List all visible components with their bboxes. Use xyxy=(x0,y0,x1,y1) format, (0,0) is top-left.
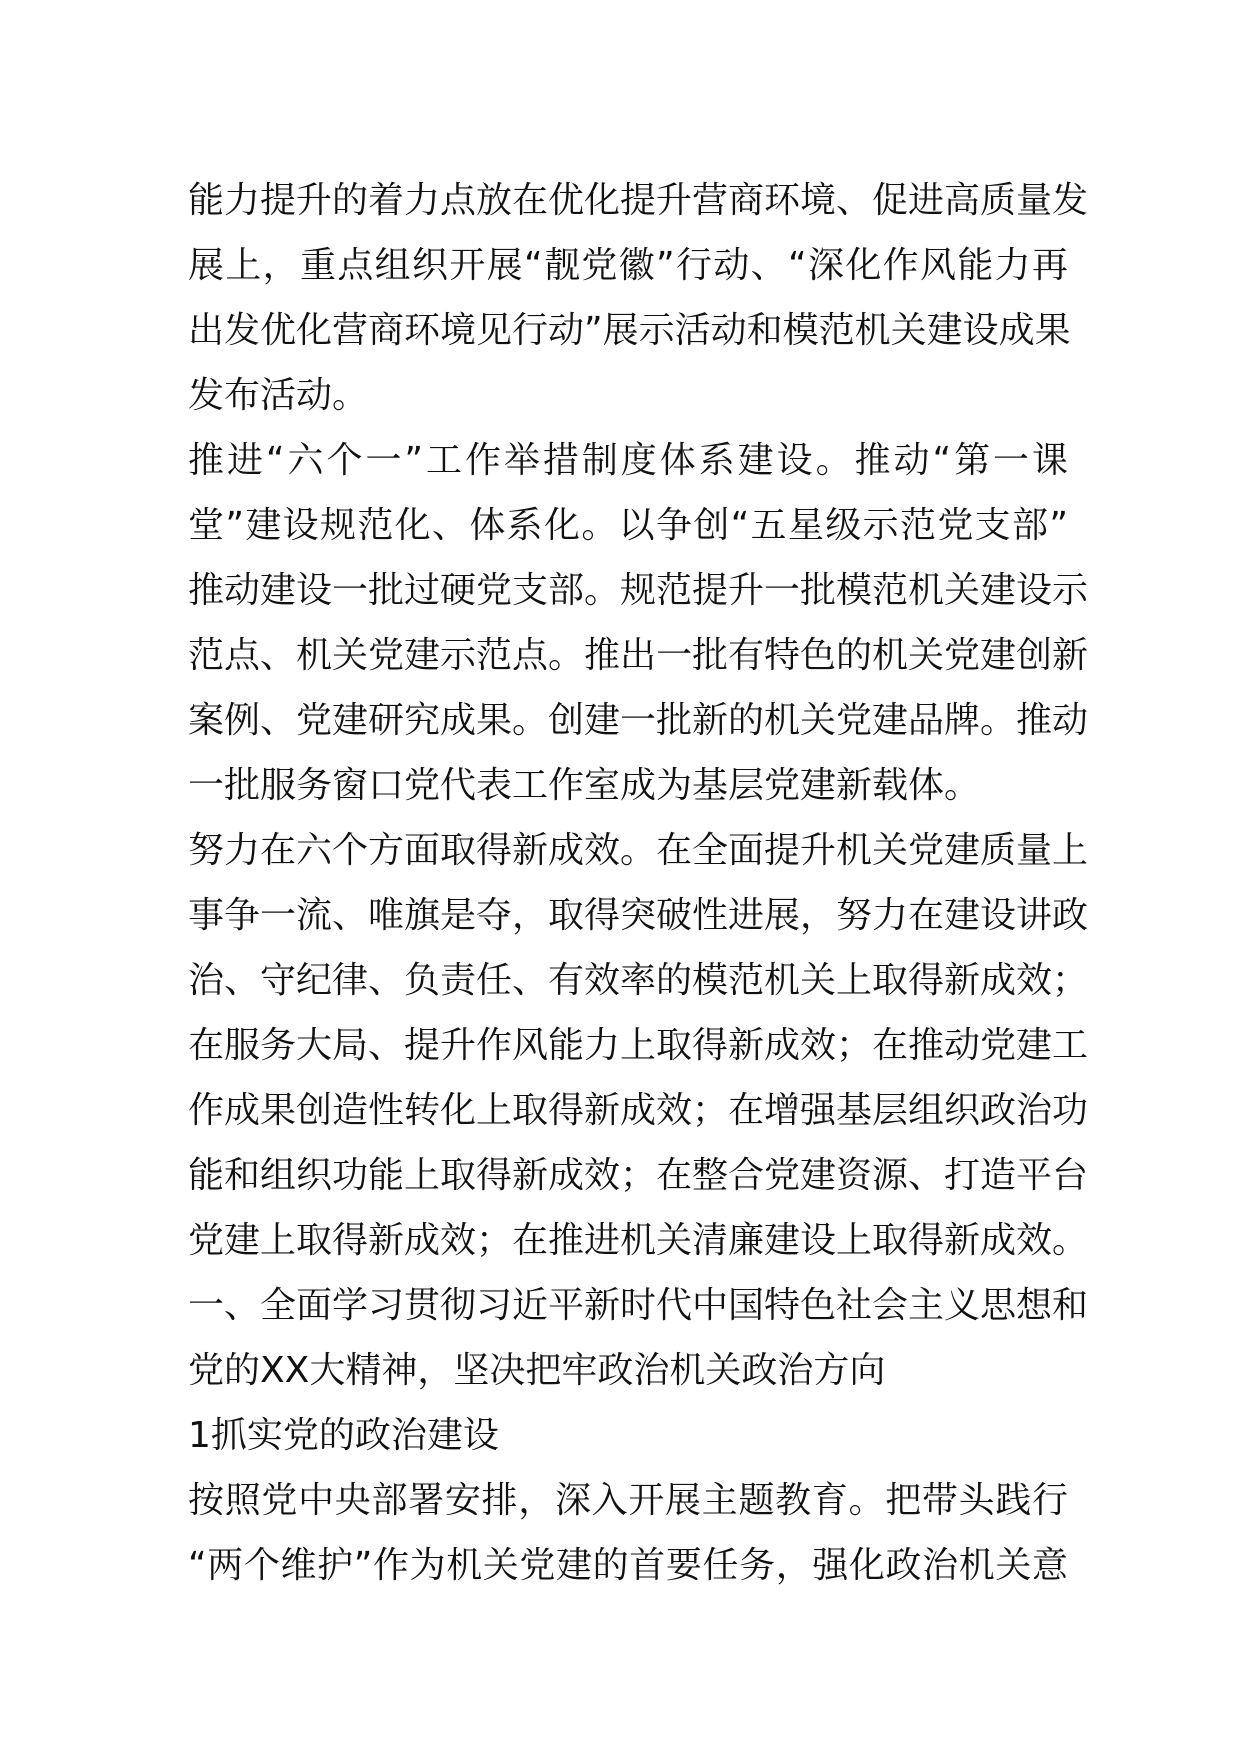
text-line: 范点、机关党建示范点。推出一批有特色的机关党建创新 xyxy=(188,635,1089,676)
text-line: 一批服务窗口党代表工作室成为基层党建新载体。 xyxy=(188,765,981,806)
text-line: 案例、党建研究成果。创建一批新的机关党建品牌。推动 xyxy=(188,700,1089,741)
text-line: 按照党中央部署安排，深入开展主题教育。把带头践行 xyxy=(188,1480,1068,1521)
text-line: “两个维护”作为机关党建的首要任务，强化政治机关意 xyxy=(188,1545,1068,1586)
text-line: 党建上取得新成效；在推进机关清廉建设上取得新成效。 xyxy=(188,1220,1089,1261)
text-line: 努力在六个方面取得新成效。在全面提升机关党建质量上 xyxy=(188,830,1089,871)
text-line: 出发优化营商环境见行动”展示活动和模范机关建设成果 xyxy=(188,310,1071,351)
text-line: 发布活动。 xyxy=(188,375,369,416)
section-heading: 党的XX大精神，坚决把牢政治机关政治方向 xyxy=(188,1350,886,1391)
text-line: 事争一流、唯旗是夺，取得突破性进展，努力在建设讲政 xyxy=(188,895,1089,936)
text-line: 展上，重点组织开展“靓党徽”行动、“深化作风能力再 xyxy=(188,245,1068,286)
text-line: 治、守纪律、负责任、有效率的模范机关上取得新成效； xyxy=(188,960,1089,1001)
section-heading: 一、全面学习贯彻习近平新时代中国特色社会主义思想和 xyxy=(188,1285,1089,1326)
text-line: 推动建设一批过硬党支部。规范提升一批模范机关建设示 xyxy=(188,570,1089,611)
subsection-heading: 1抓实党的政治建设 xyxy=(188,1415,499,1456)
text-line: 推进“六个一”工作举措制度体系建设。推动“第一课 xyxy=(188,440,1068,481)
text-line: 堂”建设规范化、体系化。以争创“五星级示范党支部” xyxy=(188,505,1068,546)
text-line: 作成果创造性转化上取得新成效；在增强基层组织政治功 xyxy=(188,1090,1089,1131)
text-line: 能和组织功能上取得新成效；在整合党建资源、打造平台 xyxy=(188,1155,1089,1196)
text-line: 能力提升的着力点放在优化提升营商环境、促进高质量发 xyxy=(188,180,1089,221)
document-body xyxy=(188,168,1089,1598)
text-line: 在服务大局、提升作风能力上取得新成效；在推动党建工 xyxy=(188,1025,1089,1066)
